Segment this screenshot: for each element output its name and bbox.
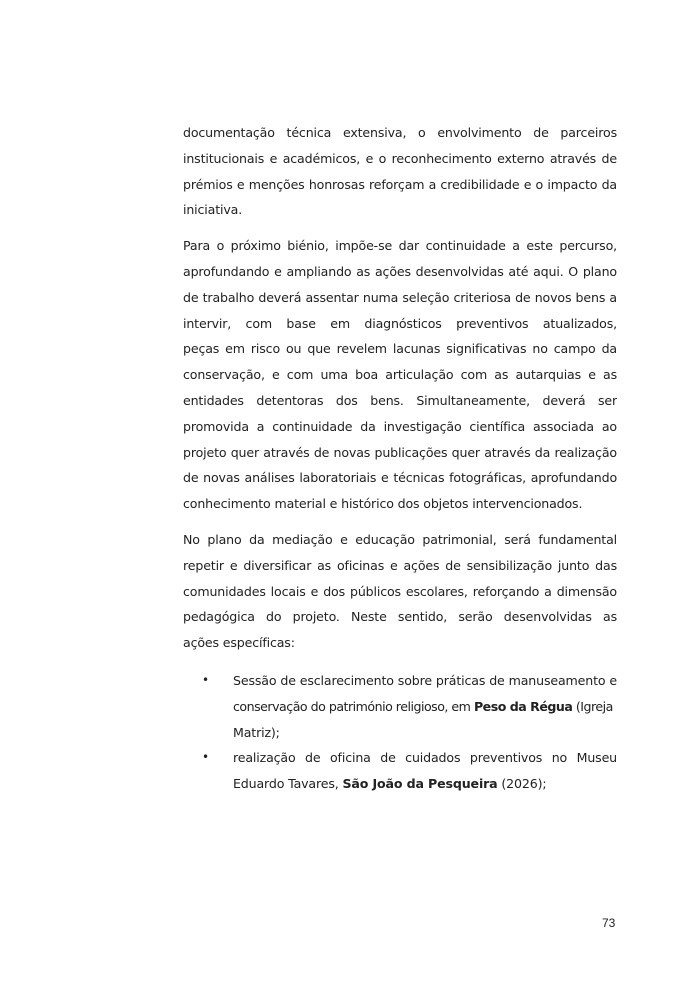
text-line: projeto quer através de novas publicações quer através da realização — [183, 444, 617, 460]
text-line: ações específicas: — [183, 635, 295, 651]
paragraph-1 — [183, 120, 617, 223]
text-line: intervir, com base em diagnósticos preventivos atualizados, — [183, 315, 617, 331]
text-segment: (Igreja — [572, 698, 613, 714]
text-line: de trabalho deverá assentar numa seleção criteriosa de novos bens a — [183, 289, 617, 305]
text-line: repetir e diversificar as oficinas e ações de sensibilização junto das — [183, 557, 617, 573]
text-line: de novas análises laboratoriais e técnicas fotográficas, aprofundando — [183, 470, 617, 486]
bullet-icon: • — [202, 750, 209, 765]
action-list — [183, 668, 617, 797]
text-line: documentação técnica extensiva, o envolvimento de parceiros — [183, 125, 617, 140]
text-line: promovida a continuidade da investigação científica associada ao — [183, 418, 617, 434]
text-segment: (2026); — [497, 776, 547, 792]
text-line: iniciativa. — [183, 202, 243, 218]
text-line — [233, 694, 617, 720]
text-line: No plano da mediação e educação patrimonial, será fundamental — [183, 531, 617, 547]
text-line: conservação, e com uma boa articulação com as autarquias e as — [183, 367, 617, 383]
paragraph-3 — [183, 527, 617, 656]
text-line — [233, 771, 617, 797]
text-segment: Eduardo Tavares, — [233, 776, 343, 792]
text-line: comunidades locais e dos públicos escolares, reforçando a dimensão — [183, 583, 617, 599]
list-item — [183, 745, 617, 797]
paragraph-2 — [183, 233, 617, 517]
place-name: São João da Pesqueira — [342, 776, 498, 792]
place-name: Peso da Régua — [473, 698, 573, 714]
text-line: Para o próximo biénio, impõe-se dar continuidade a este percurso, — [183, 238, 617, 254]
text-line: entidades detentoras dos bens. Simultaneamente, deverá ser — [183, 392, 617, 408]
text-line: realização de oficina de cuidados preventivos no Museu — [233, 750, 617, 766]
text-line: prémios e menções honrosas reforçam a credibilidade e o impacto da — [183, 176, 617, 192]
bullet-icon: • — [202, 672, 209, 687]
text-line: peças em risco ou que revelem lacunas significativas no campo da — [183, 341, 617, 357]
page-number: 73 — [602, 916, 616, 930]
text-line: institucionais e académicos, e o reconhecimento externo através de — [183, 150, 617, 166]
text-line: Sessão de esclarecimento sobre práticas de manuseamento e — [233, 672, 617, 688]
text-segment: conservação do património religioso, em — [233, 698, 474, 714]
text-line: pedagógica do projeto. Neste sentido, serão desenvolvidas as — [183, 609, 617, 625]
list-item — [183, 668, 617, 745]
text-line: Matriz); — [233, 724, 280, 740]
text-line: aprofundando e ampliando as ações desenvolvidas até aqui. O plano — [183, 263, 617, 279]
text-line: conhecimento material e histórico dos objetos intervencionados. — [183, 496, 583, 512]
document-body — [183, 120, 617, 797]
